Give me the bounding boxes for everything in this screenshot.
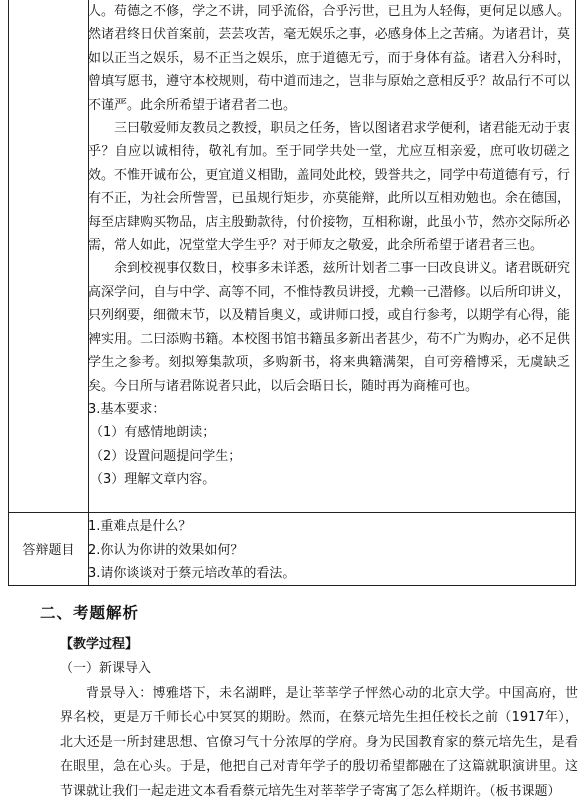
- requirement-item: （3）理解文章内容。: [90, 472, 216, 488]
- paragraph: 人。苟德之不修，学之不讲，同乎流俗，合乎污世，已且为人轻侮，更何足以感人。然诸君终日伏首案前，芸芸攻苦，毫无娱乐之事，必感身体上之苦痛。为诸君计，莫如以正当之娱乐，易不正当之娱乐，庶于道德无亏，而于身体有益。诸君入分科时，曾填写愿书，遵守本校规则，苟中道而违之，岂非与原始之意相反乎？故品行不可以不谨严。此余所希望于诸君者二也。: [88, 4, 570, 113]
- table-row-divider: [9, 512, 575, 513]
- lecture-text: [88, 0, 570, 492]
- paragraph: 三曰敬爱师友教员之教授，职员之任务，皆以图诸君求学便利，诸君能无动于衷乎？自应以诚相待，敬礼有加。至于同学共处一堂，尤应互相亲爱，庶可收切磋之效。不惟开诚布公，更宜道义相勖，盖同处此校，毁誉共之，同学中苟道德有亏，行有不正，为社会所訾詈，已虽规行矩步，亦莫能辩，此所以互相劝勉也。余在德国，每至店肆购买物品，店主殷勤款待，付价接物，互相称谢，此虽小节，然亦交际所必需，常人如此，况堂堂大学生乎？对于师友之敬爱，此余所希望于诸君者三也。: [88, 121, 570, 254]
- row-label-defense-questions: 答辩题目: [22, 543, 75, 558]
- teaching-process-heading: 【教学过程】: [60, 637, 139, 652]
- questions-list: [88, 515, 568, 586]
- question-item: 3.请你谈谈对于蔡元培改革的看法。: [88, 566, 296, 581]
- paragraph: 余到校视事仅数日，校事多未详悉，兹所计划者二事一曰改良讲义。诸君既研究高深学问，自与中学、高等不同，不惟恃教员讲授，尤赖一己潜修。以后所印讲义，只列纲要，细微末节，以及精旨奥义，或讲师口授，或自行参考，以期学有心得，能裨实用。二曰添购书籍。本校图书馆书籍虽多新出者甚少，苟不广为购办，必不足供学生之参考。刻拟筹集款项，多购新书，将来典籍满架，自可旁稽博采，无虞缺乏矣。今日所与诸君陈说者只此，以后会晤日长，随时再为商榷可也。: [88, 261, 570, 394]
- background-intro: [60, 682, 578, 804]
- section-title: 二、考题解析: [40, 604, 140, 622]
- requirement-item: （1）有感情地朗读；: [90, 425, 216, 441]
- question-item: 1.重难点是什么？: [88, 519, 192, 534]
- requirement-item: （2）设置问题提问学生；: [90, 448, 242, 464]
- question-item: 2.你认为你讲的效果如何？: [88, 542, 244, 558]
- new-lesson-intro-heading: （一）新课导入: [60, 661, 152, 676]
- requirements-title: 3.基本要求：: [88, 401, 166, 417]
- background-paragraph: 背景导入：博雅塔下，未名湖畔，是让莘莘学子怦然心动的北京大学。中国高府，世界名校，更是万千师长心中冥冥的期盼。然而，在蔡元培先生担任校长之前（1917年），北大还是一所封建思想、官僚习气十分浓厚的学府。身为民国教育家的蔡元培先生，是看在眼里，急在心头。于是，他把自己对青年学子的殷切希望都融在了这篇就职演讲里。这节课就让我们一起走进文本看看蔡元培先生对莘莘学子寄寓了怎么样期许。（板书课题）: [60, 686, 578, 799]
